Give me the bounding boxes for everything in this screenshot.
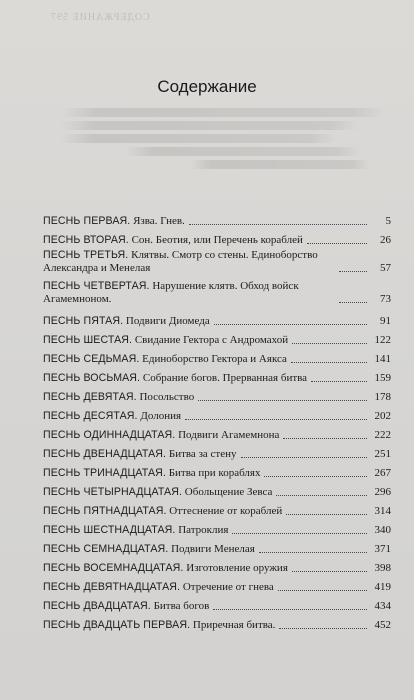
toc-entry	[43, 575, 391, 594]
toc-entry	[43, 228, 391, 247]
toc-entry-subtitle: Подвиги Агамемнона	[178, 429, 280, 441]
toc-entry-title: ПЕСНЬ ОДИННАДЦАТАЯ.	[43, 429, 176, 441]
toc-entry-subtitle: Битва за стену	[168, 448, 237, 460]
toc-entry-title: ПЕСНЬ ДВЕНАДЦАТАЯ.	[43, 448, 167, 460]
toc-entry-page: 452	[374, 619, 391, 631]
leader-dots	[232, 533, 367, 534]
toc-entry-subtitle: Нарушение клятв. Обход войск Агамемноном.	[43, 280, 299, 305]
toc-entry-title: ПЕСНЬ ПЕРВАЯ.	[43, 215, 131, 227]
toc-entry	[43, 537, 391, 556]
toc-entry-title: ПЕСНЬ ВТОРАЯ.	[43, 234, 129, 246]
toc-entry-title: ПЕСНЬ ДЕВЯТАЯ.	[43, 391, 137, 403]
toc-entry-subtitle: Подвиги Менелая	[171, 543, 255, 555]
toc-entry-title: ПЕСНЬ ДЕВЯТНАДЦАТАЯ.	[43, 581, 181, 593]
bleed-line	[60, 108, 386, 117]
toc-entry-title: ПЕСНЬ ЧЕТЫРНАДЦАТАЯ.	[43, 486, 183, 498]
toc-entry	[43, 594, 391, 613]
toc-entry-subtitle: Посольство	[139, 391, 195, 403]
toc-entry-page: 340	[374, 524, 391, 536]
toc-entry	[43, 366, 391, 385]
leader-dots	[292, 343, 367, 344]
toc-entry-page: 434	[374, 600, 391, 612]
toc-entry	[43, 328, 391, 347]
toc-entry-subtitle: Язва. Гнев.	[133, 215, 185, 227]
toc-entry-subtitle: Отречение от гнева	[182, 581, 274, 593]
toc-entry-page: 371	[374, 543, 391, 555]
bleed-line	[125, 147, 360, 156]
leader-dots	[213, 609, 367, 610]
leader-dots	[286, 514, 367, 515]
toc-entry	[43, 278, 391, 306]
toc-entry-title: ПЕСНЬ ТРИНАДЦАТАЯ.	[43, 467, 166, 479]
leader-dots	[276, 495, 367, 496]
leader-dots	[185, 419, 367, 420]
toc-entry-title: ПЕСНЬ СЕДЬМАЯ.	[43, 353, 140, 365]
toc-entry-subtitle: Битва при кораблях	[168, 467, 261, 479]
leader-dots	[339, 302, 367, 303]
toc-entry-title: ПЕСНЬ ДВАДЦАТАЯ.	[43, 600, 151, 612]
toc-entry	[43, 347, 391, 366]
toc-entry-title: ПЕСНЬ ДВАДЦАТЬ ПЕРВАЯ.	[43, 619, 191, 631]
toc-entry-subtitle: Обольщение Зевса	[184, 486, 273, 498]
toc-entry-page: 314	[374, 505, 391, 517]
toc-entry-page: 122	[374, 334, 391, 346]
toc-entry-page: 5	[385, 215, 391, 227]
toc-entry-page: 159	[374, 372, 391, 384]
toc-entry-title: ПЕСНЬ СЕМНАДЦАТАЯ.	[43, 543, 169, 555]
toc-entry-page: 26	[380, 234, 391, 246]
toc-entry	[43, 404, 391, 423]
toc-entry-title: ПЕСНЬ ВОСЕМНАДЦАТАЯ.	[43, 562, 184, 574]
toc-entry-page: 419	[374, 581, 391, 593]
toc-entry-page: 73	[380, 293, 391, 305]
leader-dots	[198, 400, 367, 401]
toc-entry	[43, 499, 391, 518]
toc-entry-page: 251	[374, 448, 391, 460]
toc-entry-title: ПЕСНЬ ПЯТАЯ.	[43, 315, 124, 327]
toc-entry-page: 202	[374, 410, 391, 422]
toc-entry	[43, 309, 391, 328]
toc-entry	[43, 247, 391, 275]
toc-entry-subtitle: Клятвы. Смотр со стены. Единоборство Александра и Менелая	[43, 249, 318, 274]
toc-entry-title: ПЕСНЬ ШЕСТАЯ.	[43, 334, 133, 346]
toc-entry-subtitle: Битва богов	[153, 600, 210, 612]
leader-dots	[307, 243, 367, 244]
leader-dots	[259, 552, 367, 553]
bleed-line	[60, 121, 360, 130]
toc-entry-subtitle: Свидание Гектора с Андромахой	[134, 334, 289, 346]
leader-dots	[339, 271, 367, 272]
leader-dots	[292, 571, 367, 572]
leader-dots	[189, 224, 367, 225]
toc-entry	[43, 613, 391, 632]
toc-entry-subtitle: Патроклия	[178, 524, 229, 536]
bleed-line	[190, 160, 369, 169]
toc-entry-page: 296	[374, 486, 391, 498]
toc-entry-page: 178	[374, 391, 391, 403]
toc-entry	[43, 556, 391, 575]
toc-entry-subtitle: Собрание богов. Прерванная битва	[142, 372, 308, 384]
leader-dots	[241, 457, 367, 458]
toc-entry-title: ПЕСНЬ ШЕСТНАДЦАТАЯ.	[43, 524, 176, 536]
toc-entry-title: ПЕСНЬ ВОСЬМАЯ.	[43, 372, 141, 384]
bleed-through-header: СОДЕРЖАНИЕ 597	[50, 12, 150, 23]
leader-dots	[291, 362, 367, 363]
toc-entry	[43, 385, 391, 404]
leader-dots	[283, 438, 367, 439]
toc-entry-subtitle: Оттеснение от кораблей	[169, 505, 283, 517]
toc-entry-subtitle: Приречная битва.	[192, 619, 276, 631]
toc-entry-page: 267	[374, 467, 391, 479]
toc-entry	[43, 518, 391, 537]
toc-entry-title: ПЕСНЬ ЧЕТВЕРТАЯ.	[43, 280, 150, 292]
toc-entry-subtitle: Подвиги Диомеда	[125, 315, 210, 327]
toc-entry-title: ПЕСНЬ ДЕСЯТАЯ.	[43, 410, 138, 422]
toc-entry-page: 141	[374, 353, 391, 365]
toc-entry-subtitle: Единоборство Гектора и Аякса	[142, 353, 287, 365]
toc-entry-page: 398	[374, 562, 391, 574]
toc-entry-page: 222	[374, 429, 391, 441]
toc-entry-subtitle: Изготовление оружия	[186, 562, 288, 574]
toc-entry	[43, 461, 391, 480]
leader-dots	[214, 324, 367, 325]
leader-dots	[264, 476, 367, 477]
bleed-line	[60, 134, 337, 143]
toc-entry-page: 91	[380, 315, 391, 327]
toc-entry	[43, 209, 391, 228]
table-of-contents	[43, 209, 391, 632]
toc-entry-page: 57	[380, 262, 391, 274]
toc-entry	[43, 480, 391, 499]
toc-entry-subtitle: Сон. Беотия, или Перечень кораблей	[131, 234, 303, 246]
leader-dots	[279, 628, 367, 629]
page-title: Содержание	[157, 77, 257, 96]
toc-entry	[43, 423, 391, 442]
toc-entry	[43, 442, 391, 461]
toc-entry-title: ПЕСНЬ ПЯТНАДЦАТАЯ.	[43, 505, 167, 517]
toc-entry-subtitle: Долония	[140, 410, 182, 422]
leader-dots	[311, 381, 367, 382]
bleed-through-text	[60, 108, 386, 174]
toc-entry-title: ПЕСНЬ ТРЕТЬЯ.	[43, 249, 129, 261]
leader-dots	[278, 590, 367, 591]
